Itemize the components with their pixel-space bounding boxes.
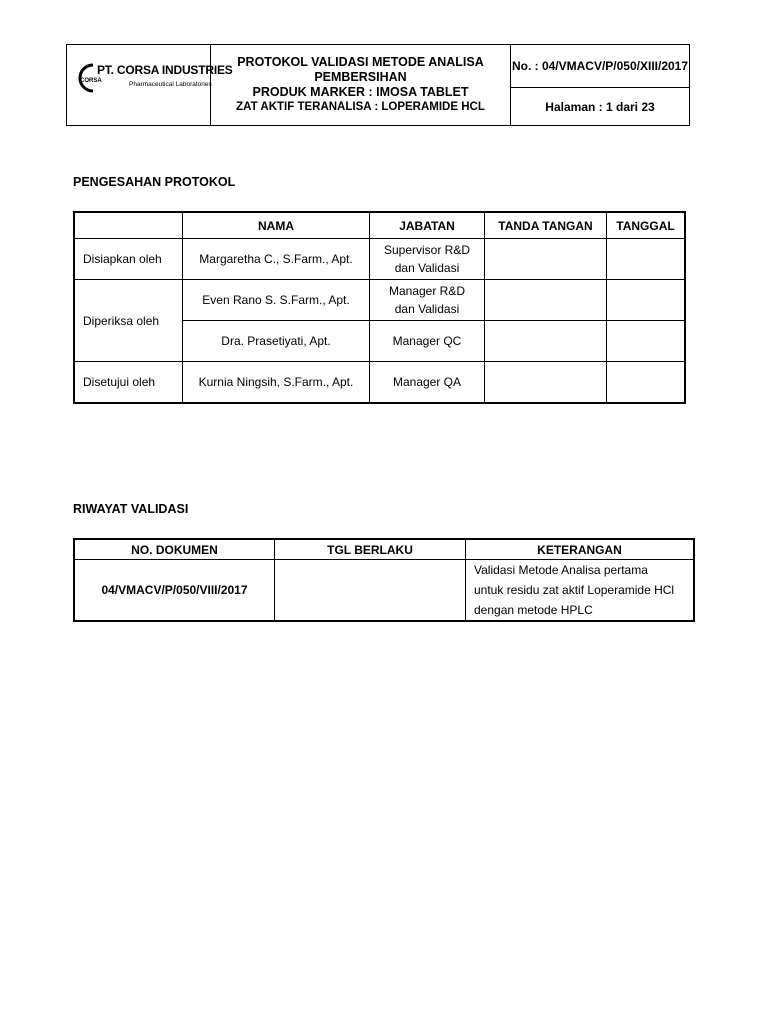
date-cell	[607, 362, 686, 404]
title-line-1: PROTOKOL VALIDASI METODE ANALISA	[237, 55, 484, 69]
name-cell: Even Rano S. S.Farm., Apt.	[183, 280, 370, 321]
title-line-4: ZAT AKTIF TERANALISA : LOPERAMIDE HCL	[236, 101, 485, 113]
position-line: dan Validasi	[394, 302, 460, 316]
note-cell	[466, 560, 695, 622]
column-header: KETERANGAN	[466, 539, 695, 560]
note-line: Validasi Metode Analisa pertama	[474, 563, 648, 577]
logo-cell	[67, 45, 233, 126]
position-cell	[370, 239, 485, 280]
name-cell: Dra. Prasetiyati, Apt.	[183, 321, 370, 362]
signature-cell	[485, 239, 607, 280]
document-header	[66, 44, 690, 126]
role-cell: Disiapkan oleh	[74, 239, 183, 280]
page-info: Halaman : 1 dari 23	[511, 88, 690, 126]
document-number-cell: 04/VMACV/P/050/VIII/2017	[74, 560, 275, 622]
position-cell: Manager QA	[370, 362, 485, 404]
validation-history-table	[73, 538, 695, 622]
svg-text:CORSA: CORSA	[80, 78, 102, 84]
role-cell: Diperiksa oleh	[74, 280, 183, 362]
name-cell: Kurnia Ningsih, S.Farm., Apt.	[183, 362, 370, 404]
table-row	[74, 239, 685, 280]
valid-date-cell	[275, 560, 466, 622]
signature-cell	[485, 321, 607, 362]
signature-cell	[485, 280, 607, 321]
company-subtitle: Pharmaceutical Laboratories	[129, 81, 212, 88]
column-header: JABATAN	[370, 212, 485, 239]
name-cell: Margaretha C., S.Farm., Apt.	[183, 239, 370, 280]
column-header	[74, 212, 183, 239]
column-header: TANDA TANGAN	[485, 212, 607, 239]
column-header: TANGGAL	[607, 212, 686, 239]
role-cell: Disetujui oleh	[74, 362, 183, 404]
history-section-title: RIWAYAT VALIDASI	[73, 502, 189, 516]
table-row	[74, 560, 694, 622]
table-header-row	[74, 212, 685, 239]
company-name: PT. CORSA INDUSTRIES	[97, 63, 233, 77]
company-logo	[73, 61, 233, 101]
column-header: NAMA	[183, 212, 370, 239]
title-line-2: PEMBERSIHAN	[314, 70, 407, 84]
document-title	[211, 45, 511, 126]
table-row	[74, 362, 685, 404]
position-line: Manager R&D	[388, 284, 466, 298]
table-header-row	[74, 539, 694, 560]
column-header: TGL BERLAKU	[275, 539, 466, 560]
date-cell	[607, 321, 686, 362]
note-line: dengan metode HPLC	[474, 603, 593, 617]
position-cell: Manager QC	[370, 321, 485, 362]
title-line-3: PRODUK MARKER : IMOSA TABLET	[252, 85, 469, 99]
approval-table	[73, 211, 686, 404]
position-cell	[370, 280, 485, 321]
table-row	[74, 280, 685, 321]
signature-cell	[485, 362, 607, 404]
position-line: Supervisor R&D	[383, 243, 471, 257]
approval-section-title: PENGESAHAN PROTOKOL	[73, 175, 236, 189]
date-cell	[607, 280, 686, 321]
position-line: dan Validasi	[394, 261, 460, 275]
note-line: untuk residu zat aktif Loperamide HCl	[474, 583, 675, 597]
document-number: No. : 04/VMACV/P/050/XIII/2017	[511, 45, 690, 88]
corsa-logo-icon	[73, 61, 102, 95]
date-cell	[607, 239, 686, 280]
column-header: NO. DOKUMEN	[74, 539, 275, 560]
